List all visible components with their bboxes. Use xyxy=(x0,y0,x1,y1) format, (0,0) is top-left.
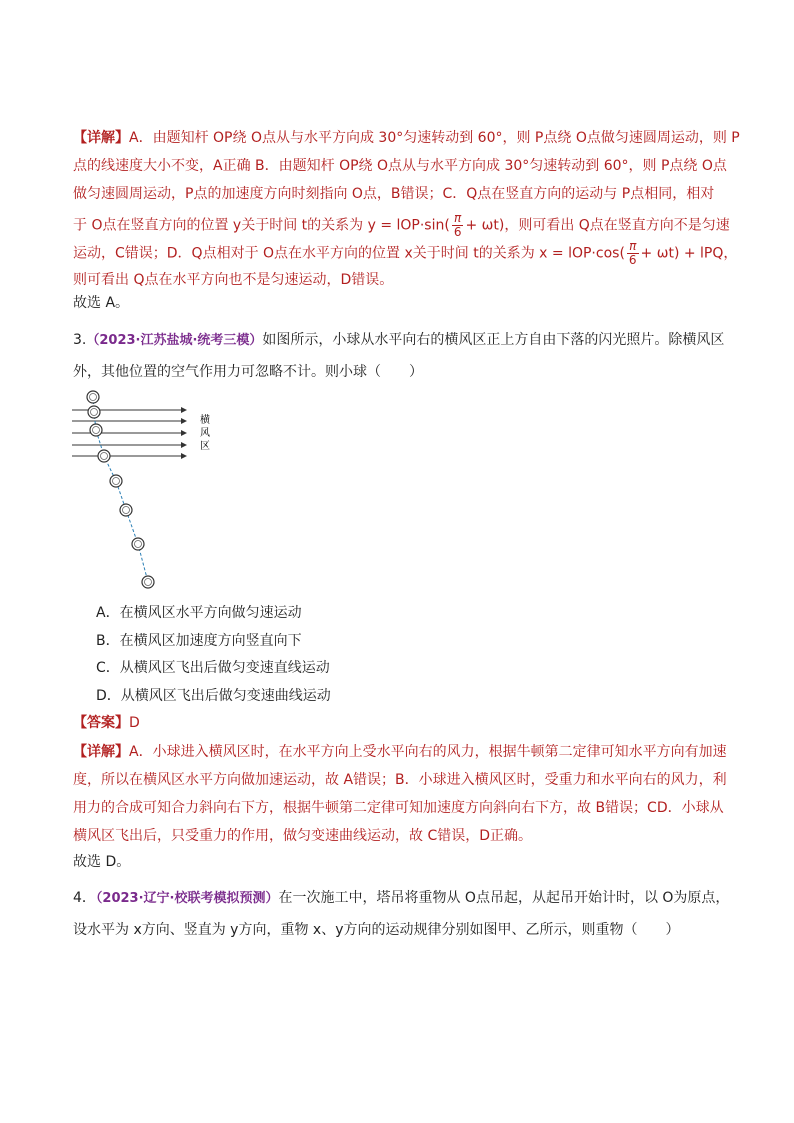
detail-line-1: 【详解】A．小球进入横风区时，在水平方向上受水平向右的风力，根据牛顿第二定律可知水平方向有加速 xyxy=(73,744,727,760)
trajectory-path xyxy=(93,396,148,582)
explanation-conclusion: 故选 A。 xyxy=(73,295,130,311)
explanation-line-3: 做匀速圆周运动，P点的加速度方向时刻指向 O点，B错误；C．Q点在竖直方向的运动与 P点相同，相对 xyxy=(73,186,715,202)
question-source-4: （2023·辽宁·校联考模拟预测） xyxy=(95,891,279,906)
question-3-line-2: 外，其他位置的空气作用力可忽略不计。则小球（ ） xyxy=(73,364,423,380)
fraction-pi-6: $\frac{\pi}{6}$ xyxy=(453,211,462,239)
detail-line-2: 度，所以在横风区水平方向做加速运动，故 A错误；B．小球进入横风区时，受重力和水平向右的风力，利 xyxy=(73,772,727,788)
option-a: A．在横风区水平方向做匀速运动 xyxy=(96,605,302,621)
fraction-pi-6-b: $\frac{\pi}{6}$ xyxy=(628,239,637,267)
crosswind-label-2: 风 xyxy=(200,428,210,439)
crosswind-figure xyxy=(68,386,228,600)
question-4-line-1: 4．（2023·辽宁·校联考模拟预测）在一次施工中，塔吊将重物从 O点吊起，从起吊开始计时，以 O为原点， xyxy=(73,890,730,906)
explanation-line-4: 于 O点在竖直方向的位置 y关于时间 t的关系为 y = lOP·sin( $\frac{\pi}{6}$ + ωt)，则可看出 Q点在竖直方向不是匀速 xyxy=(73,211,730,239)
option-d: D．从横风区飞出后做匀变速曲线运动 xyxy=(96,688,331,704)
explanation-line-5: 运动，C错误；D．Q点相对于 O点在水平方向的位置 x关于时间 t的关系为 x = lOP·cos( $\frac{\pi}{6}$ + ωt) + lPQ， xyxy=(73,239,738,267)
question-4-line-2: 设水平为 x方向、竖直为 y方向，重物 x、y方向的运动规律分别如图甲、乙所示，则重物（ ） xyxy=(73,922,680,938)
answer-value: D xyxy=(129,715,140,731)
crosswind-label-1: 横 xyxy=(200,415,210,426)
option-b: B．在横风区加速度方向竖直向下 xyxy=(96,633,302,649)
explanation-line-2: 点的线速度大小不变，A正确 B．由题知杆 OP绕 O点从与水平方向成 30°匀速转动到 60°，则 P点绕 O点 xyxy=(73,158,727,174)
crosswind-diagram xyxy=(68,386,228,596)
answer-tag: 【答案】 xyxy=(73,715,129,731)
detail-conclusion: 故选 D。 xyxy=(73,854,131,870)
explanation-line-6: 则可看出 Q点在水平方向也不是匀速运动，D错误。 xyxy=(73,272,394,288)
detail-tag: 【详解】 xyxy=(73,130,129,146)
question-3-line-1: 3.（2023·江苏盐城·统考三模）如图所示，小球从水平向右的横风区正上方自由下落的闪光照片。除横风区 xyxy=(73,332,725,348)
detail-tag-q3: 【详解】 xyxy=(73,744,129,760)
explanation-line-1: 【详解】A．由题知杆 OP绕 O点从与水平方向成 30°匀速转动到 60°，则 P点绕 O点做匀速圆周运动，则 P xyxy=(73,130,740,146)
question-number: 3. xyxy=(73,332,87,348)
detail-line-3: 用力的合成可知合力斜向右下方，根据牛顿第二定律可知加速度方向斜向右下方，故 B错误；CD．小球从 xyxy=(73,800,724,816)
question-number-4: 4． xyxy=(73,890,96,906)
crosswind-label-3: 区 xyxy=(200,441,210,452)
option-c: C．从横风区飞出后做匀变速直线运动 xyxy=(96,660,330,676)
question-source: （2023·江苏盐城·统考三模） xyxy=(86,333,263,348)
wind-arrows xyxy=(72,410,186,456)
detail-line-4: 横风区飞出后，只受重力的作用，做匀变速曲线运动，故 C错误，D正确。 xyxy=(73,828,533,844)
answer-line xyxy=(73,713,140,733)
